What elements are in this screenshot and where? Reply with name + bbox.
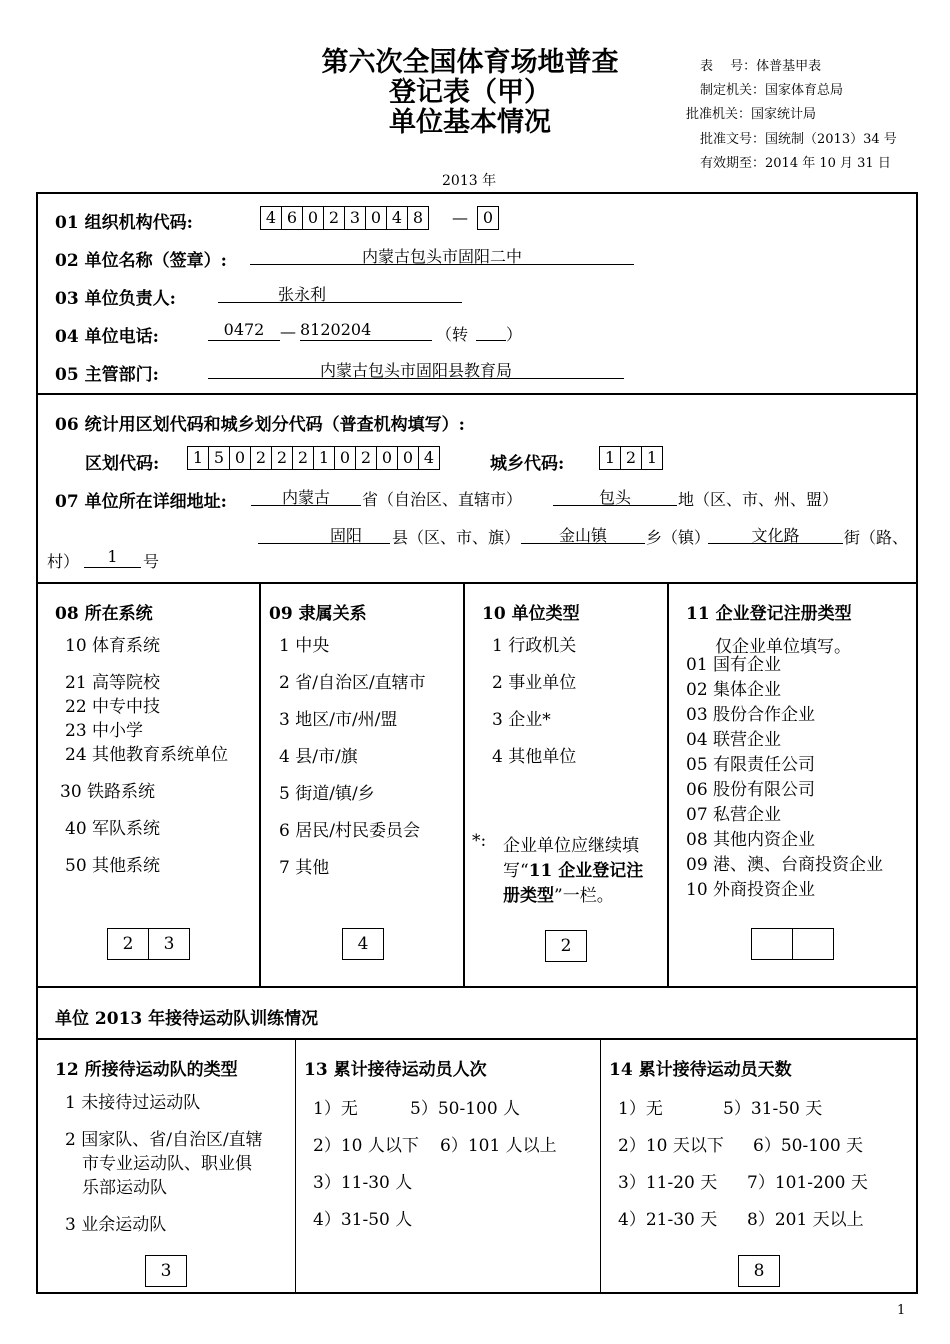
- option-row: [618, 1165, 868, 1202]
- unit-type-note-mark: *:: [472, 831, 487, 851]
- affiliation-title: 09 隶属关系: [269, 604, 367, 624]
- dept-field[interactable]: 内蒙古包头市固阳县教育局: [208, 358, 624, 379]
- form-title: 第六次全国体育场地普查: [321, 47, 619, 78]
- unit-name-field[interactable]: 内蒙古包头市固阳二中: [250, 244, 634, 265]
- digit-box[interactable]: 5: [208, 446, 230, 470]
- list-item[interactable]: 22 中专中技: [65, 697, 161, 717]
- answer-box[interactable]: [792, 928, 834, 960]
- street-suffix: 街（路、: [844, 528, 909, 547]
- list-item[interactable]: 3）11-20 天: [618, 1173, 718, 1193]
- team-type-answer-box: [145, 1255, 187, 1287]
- digit-box[interactable]: 2: [250, 446, 272, 470]
- list-item[interactable]: 1）无: [618, 1099, 663, 1119]
- county-field[interactable]: [258, 523, 390, 544]
- system-title: 08 所在系统: [55, 604, 153, 624]
- phone-number-field[interactable]: 8120204: [300, 320, 432, 341]
- answer-box[interactable]: 4: [342, 928, 384, 960]
- team-type-title: 12 所接待运动队的类型: [55, 1060, 238, 1080]
- athlete-days-answer-box: [738, 1255, 780, 1287]
- note-text-bold: 册类型: [503, 886, 554, 906]
- affiliation-answer-box: [342, 928, 384, 960]
- district-code-label: 区划代码:: [85, 454, 160, 474]
- list-item[interactable]: 4）21-30 天: [618, 1210, 718, 1230]
- list-item[interactable]: 09 港、澳、台商投资企业: [686, 855, 884, 875]
- list-item[interactable]: 3 地区/市/州/盟: [279, 710, 398, 730]
- list-item[interactable]: 1 未接待过运动队: [65, 1093, 201, 1113]
- list-item[interactable]: 6）101 人以上: [440, 1136, 557, 1156]
- list-item[interactable]: 4 其他单位: [492, 747, 577, 767]
- province-field[interactable]: 内蒙古: [251, 485, 361, 506]
- street-field[interactable]: 文化路: [708, 523, 843, 544]
- list-item[interactable]: 40 军队系统: [65, 819, 161, 839]
- meta-valid-until: 有效期至：2014 年 10 月 31 日: [700, 156, 891, 171]
- digit-box[interactable]: 0: [376, 446, 398, 470]
- answer-box[interactable]: 2: [545, 930, 587, 962]
- county-value: 固阳: [329, 526, 362, 545]
- note-text-bold: 11 企业登记注: [528, 861, 644, 881]
- meta-issuer: 制定机关：国家体育总局: [700, 83, 844, 98]
- list-item[interactable]: 6 居民/村民委员会: [279, 821, 420, 841]
- list-item[interactable]: 3）11-30 人: [313, 1173, 413, 1193]
- option-row: [618, 1091, 868, 1128]
- city-field[interactable]: 包头: [553, 485, 677, 506]
- phone-ext-open: （转: [436, 325, 469, 344]
- unit-type-title: 10 单位类型: [482, 604, 580, 624]
- list-item[interactable]: 2）10 天以下: [618, 1136, 724, 1156]
- dept-label: 05 主管部门:: [55, 365, 159, 385]
- town-field[interactable]: 金山镇: [521, 523, 645, 544]
- unit-type-options: [492, 634, 576, 769]
- list-item-cont: 市专业运动队、职业俱: [82, 1154, 252, 1174]
- team-type-options: [65, 1091, 263, 1237]
- province-suffix: 省（自治区、直辖市）: [362, 490, 523, 509]
- district-code-boxes: [187, 446, 440, 470]
- phone-ext-close: ）: [506, 325, 523, 344]
- answer-box[interactable]: 8: [738, 1255, 780, 1287]
- meta-form-number: 表 号：体普基甲表: [700, 59, 822, 74]
- list-item[interactable]: 2 事业单位: [492, 673, 577, 693]
- system-answer-boxes: [107, 928, 190, 960]
- number-suffix: 号: [143, 552, 160, 571]
- list-item[interactable]: 4）31-50 人: [313, 1210, 413, 1230]
- list-item[interactable]: 10 体育系统: [65, 636, 161, 656]
- list-item[interactable]: 50 其他系统: [65, 856, 161, 876]
- digit-box[interactable]: 4: [260, 206, 282, 230]
- divider: [36, 393, 918, 395]
- list-item[interactable]: 23 中小学: [65, 721, 144, 741]
- form-section-title: 单位基本情况: [389, 107, 551, 138]
- city-suffix: 地（区、市、州、盟）: [678, 490, 839, 509]
- digit-box[interactable]: 2: [620, 446, 642, 470]
- option-row: [313, 1202, 557, 1239]
- digit-box[interactable]: 3: [344, 206, 366, 230]
- list-item[interactable]: 7 其他: [279, 858, 330, 878]
- digit-box[interactable]: 0: [365, 206, 387, 230]
- digit-box[interactable]: 0: [477, 206, 499, 230]
- list-item[interactable]: 06 股份有限公司: [686, 780, 816, 800]
- list-item[interactable]: 7）101-200 天: [747, 1173, 868, 1193]
- divider: [600, 1038, 601, 1294]
- divider: [36, 582, 918, 584]
- divider: [667, 582, 669, 986]
- athlete-days-options: [618, 1091, 868, 1239]
- unit-type-answer-box: [545, 930, 587, 962]
- list-item[interactable]: 5 街道/镇/乡: [279, 784, 375, 804]
- digit-box[interactable]: 0: [397, 446, 419, 470]
- list-item[interactable]: 8）201 天以上: [747, 1210, 864, 1230]
- list-item[interactable]: 05 有限责任公司: [686, 755, 816, 775]
- list-item[interactable]: 2）10 人以下: [313, 1136, 419, 1156]
- digit-box[interactable]: 1: [313, 446, 335, 470]
- form-year: 2013 年: [442, 173, 497, 189]
- org-code-check-box: [477, 206, 499, 230]
- divider: [295, 1038, 296, 1294]
- unit-name-label: 02 单位名称（签章）:: [55, 251, 227, 271]
- unit-head-field[interactable]: 张永利: [218, 282, 462, 303]
- unit-type-note-line3: [503, 881, 614, 906]
- unit-head-label: 03 单位负责人:: [55, 289, 176, 309]
- list-item[interactable]: 10 外商投资企业: [686, 880, 816, 900]
- digit-box[interactable]: 2: [323, 206, 345, 230]
- list-item[interactable]: 24 其他教育系统单位: [65, 745, 229, 765]
- list-item[interactable]: 07 私营企业: [686, 805, 782, 825]
- list-item[interactable]: 03 股份合作企业: [686, 705, 816, 725]
- page-number: 1: [897, 1303, 906, 1318]
- unit-type-note-line2: [503, 856, 643, 881]
- list-item[interactable]: 04 联营企业: [686, 730, 782, 750]
- urban-code-boxes: [599, 446, 663, 470]
- digit-box[interactable]: 0: [334, 446, 356, 470]
- note-text: 写“: [503, 861, 529, 881]
- phone-dash: —: [280, 322, 296, 341]
- list-item[interactable]: 2 国家队、省/自治区/直辖: [65, 1130, 263, 1150]
- list-item[interactable]: 6）50-100 天: [753, 1136, 864, 1156]
- athlete-count-options: [313, 1091, 557, 1239]
- list-item[interactable]: 08 其他内资企业: [686, 830, 816, 850]
- answer-box[interactable]: 3: [148, 928, 190, 960]
- meta-approver: 批准机关：国家统计局: [686, 107, 817, 122]
- district-section-label: 06 统计用区划代码和城乡划分代码（普查机构填写）:: [55, 415, 465, 435]
- digit-box[interactable]: 2: [292, 446, 314, 470]
- digit-box[interactable]: 2: [271, 446, 293, 470]
- list-item-cont: 乐部运动队: [82, 1178, 167, 1198]
- answer-box[interactable]: 2: [107, 928, 149, 960]
- list-item[interactable]: 01 国有企业: [686, 655, 782, 675]
- option-row: [313, 1091, 557, 1128]
- enterprise-type-note: 仅企业单位填写。: [715, 637, 851, 657]
- athlete-days-title: 14 累计接待运动员天数: [609, 1060, 792, 1080]
- org-code-dash: —: [452, 208, 468, 227]
- divider: [463, 582, 465, 986]
- answer-box[interactable]: 3: [145, 1255, 187, 1287]
- digit-box[interactable]: 6: [281, 206, 303, 230]
- enterprise-type-options: [686, 653, 883, 903]
- phone-label: 04 单位电话:: [55, 327, 159, 347]
- list-item[interactable]: 1 中央: [279, 636, 330, 656]
- list-item[interactable]: 3 企业*: [492, 710, 551, 730]
- enterprise-type-answer-boxes: [751, 928, 834, 960]
- list-item[interactable]: 21 高等院校: [65, 673, 161, 693]
- digit-box[interactable]: 0: [229, 446, 251, 470]
- form-subtitle: 登记表（甲）: [389, 77, 551, 108]
- urban-code-label: 城乡代码:: [490, 454, 565, 474]
- unit-type-note-line1: 企业单位应继续填: [503, 836, 639, 856]
- list-item[interactable]: 3 业余运动队: [65, 1215, 167, 1235]
- list-item[interactable]: 4 县/市/旗: [279, 747, 358, 767]
- town-suffix: 乡（镇）: [646, 528, 711, 547]
- digit-box[interactable]: 1: [187, 446, 209, 470]
- option-row: [313, 1165, 557, 1202]
- meta-approval-number: 批准文号：国统制（2013）34 号: [700, 132, 897, 147]
- option-row: [618, 1202, 868, 1239]
- village-prefix: 村）: [47, 552, 80, 571]
- digit-box[interactable]: 0: [302, 206, 324, 230]
- list-item[interactable]: 2 省/自治区/直辖市: [279, 673, 426, 693]
- org-code-boxes: [260, 206, 429, 230]
- list-item[interactable]: 5）31-50 天: [723, 1099, 823, 1119]
- option-row: [618, 1128, 868, 1165]
- enterprise-type-title: 11 企业登记注册类型: [686, 604, 852, 624]
- phone-ext-field[interactable]: [476, 320, 506, 341]
- list-item[interactable]: 02 集体企业: [686, 680, 782, 700]
- digit-box[interactable]: 8: [407, 206, 429, 230]
- system-options: [60, 634, 229, 878]
- list-item[interactable]: 5）50-100 人: [410, 1099, 521, 1119]
- digit-box[interactable]: 2: [355, 446, 377, 470]
- divider: [36, 1038, 918, 1040]
- digit-box[interactable]: 1: [599, 446, 621, 470]
- athlete-count-title: 13 累计接待运动员人次: [304, 1060, 487, 1080]
- affiliation-options: [279, 634, 426, 880]
- list-item[interactable]: 1 行政机关: [492, 636, 577, 656]
- list-item[interactable]: 30 铁路系统: [60, 782, 156, 802]
- phone-area-field[interactable]: 0472: [208, 320, 280, 341]
- divider: [259, 582, 261, 986]
- divider: [36, 986, 918, 988]
- number-field[interactable]: 1: [84, 547, 141, 568]
- answer-box[interactable]: [751, 928, 793, 960]
- digit-box[interactable]: 4: [418, 446, 440, 470]
- list-item[interactable]: 1）无: [313, 1099, 358, 1119]
- org-code-label: 01 组织机构代码:: [55, 213, 193, 233]
- digit-box[interactable]: 1: [641, 446, 663, 470]
- digit-box[interactable]: 4: [386, 206, 408, 230]
- option-row: [313, 1128, 557, 1165]
- training-section-title: 单位 2013 年接待运动队训练情况: [55, 1009, 319, 1029]
- county-suffix: 县（区、市、旗）: [392, 528, 521, 547]
- note-text: ”一栏。: [554, 886, 614, 906]
- address-label: 07 单位所在详细地址:: [55, 492, 227, 512]
